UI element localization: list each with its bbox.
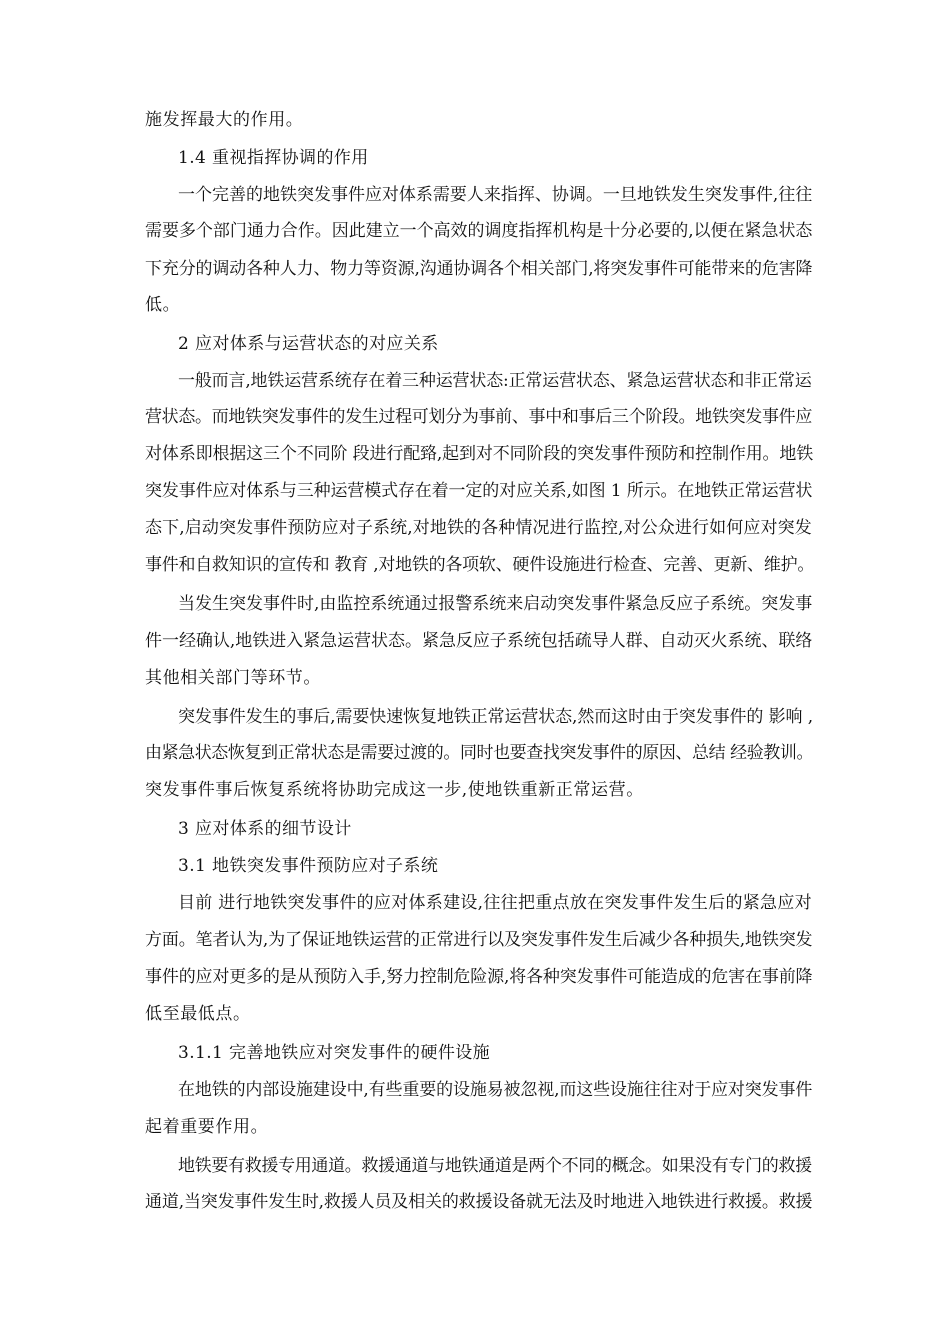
paragraph-line: 一个完善的地铁突发事件应对体系需要人来指挥、协调。一旦地铁发生突发事件,往往 — [178, 185, 813, 205]
paragraph-line: 起着重要作用。 — [145, 1117, 269, 1137]
paragraph-line: 地铁要有救援专用通道。救援通道与地铁通道是两个不同的概念。如果没有专门的救援 — [178, 1156, 812, 1176]
paragraph-line: 方面。笔者认为,为了保证地铁运营的正常进行以及突发事件发生后减少各种损失,地铁突发 — [145, 930, 813, 950]
paragraph-line: 在地铁的内部设施建设中,有些重要的设施易被忽视,而这些设施往往对于应对突发事件 — [178, 1080, 813, 1100]
paragraph-line: 低至最低点。 — [145, 1004, 251, 1024]
paragraph-line: 事件和自救知识的宣传和 教育 ,对地铁的各项软、硬件设施进行检查、完善、更新、维护。 — [145, 555, 815, 575]
paragraph-line: 由紧急状态恢复到正常状态是需要过渡的。同时也要查找突发事件的原因、总结 经验教训。 — [145, 743, 814, 763]
section-heading-3-1-1: 3.1.1 完善地铁应对突发事件的硬件设施 — [178, 1043, 491, 1063]
paragraph-line: 低。 — [145, 295, 181, 315]
paragraph-line: 施发挥最大的作用。 — [145, 110, 304, 130]
section-heading-1-4: 1.4 重视指挥协调的作用 — [178, 148, 369, 168]
paragraph-line: 事件的应对更多的是从预防入手,努力控制危险源,将各种突发事件可能造成的危害在事前降 — [145, 967, 813, 987]
paragraph-line: 下充分的调动各种人力、物力等资源,沟通协调各个相关部门,将突发事件可能带来的危害降 — [145, 259, 813, 279]
paragraph-line: 突发事件应对体系与三种运营模式存在着一定的对应关系,如图 1 所示。在地铁正常运营状 — [145, 481, 813, 501]
paragraph-line: 一般而言,地铁运营系统存在着三种运营状态:正常运营状态、紧急运营状态和非正常运 — [178, 371, 812, 391]
paragraph-line: 突发事件事后恢复系统将协助完成这一步,使地铁重新正常运营。 — [145, 780, 644, 800]
paragraph-line: 突发事件发生的事后,需要快速恢复地铁正常运营状态,然而这时由于突发事件的 影响 , — [178, 707, 814, 727]
section-heading-3: 3 应对体系的细节设计 — [178, 819, 352, 839]
paragraph-line: 营状态。而地铁突发事件的发生过程可划分为事前、事中和事后三个阶段。地铁突发事件应 — [145, 407, 812, 427]
paragraph-line: 通道,当突发事件发生时,救援人员及相关的救援设备就无法及时地进入地铁进行救援。救援 — [145, 1192, 813, 1212]
paragraph-line: 当发生突发事件时,由监控系统通过报警系统来启动突发事件紧急反应子系统。突发事 — [178, 594, 813, 614]
paragraph-line: 态下,启动突发事件预防应对子系统,对地铁的各种情况进行监控,对公众进行如何应对突发 — [145, 518, 812, 538]
paragraph-line: 其他相关部门等环节。 — [145, 668, 321, 688]
paragraph-line: 件一经确认,地铁进入紧急运营状态。紧急反应子系统包括疏导人群、自动灭火系统、联络 — [145, 631, 813, 651]
section-heading-3-1: 3.1 地铁突发事件预防应对子系统 — [178, 856, 439, 876]
section-heading-2: 2 应对体系与运营状态的对应关系 — [178, 334, 439, 354]
paragraph-line: 需要多个部门通力合作。因此建立一个高效的调度指挥机构是十分必要的,以便在紧急状态 — [145, 221, 813, 241]
paragraph-line: 对体系即根据这三个不同阶 段进行配臵,起到对不同阶段的突发事件预防和控制作用。地铁 — [145, 444, 814, 464]
paragraph-line: 目前 进行地铁突发事件的应对体系建设,往往把重点放在突发事件发生后的紧急应对 — [178, 893, 812, 913]
